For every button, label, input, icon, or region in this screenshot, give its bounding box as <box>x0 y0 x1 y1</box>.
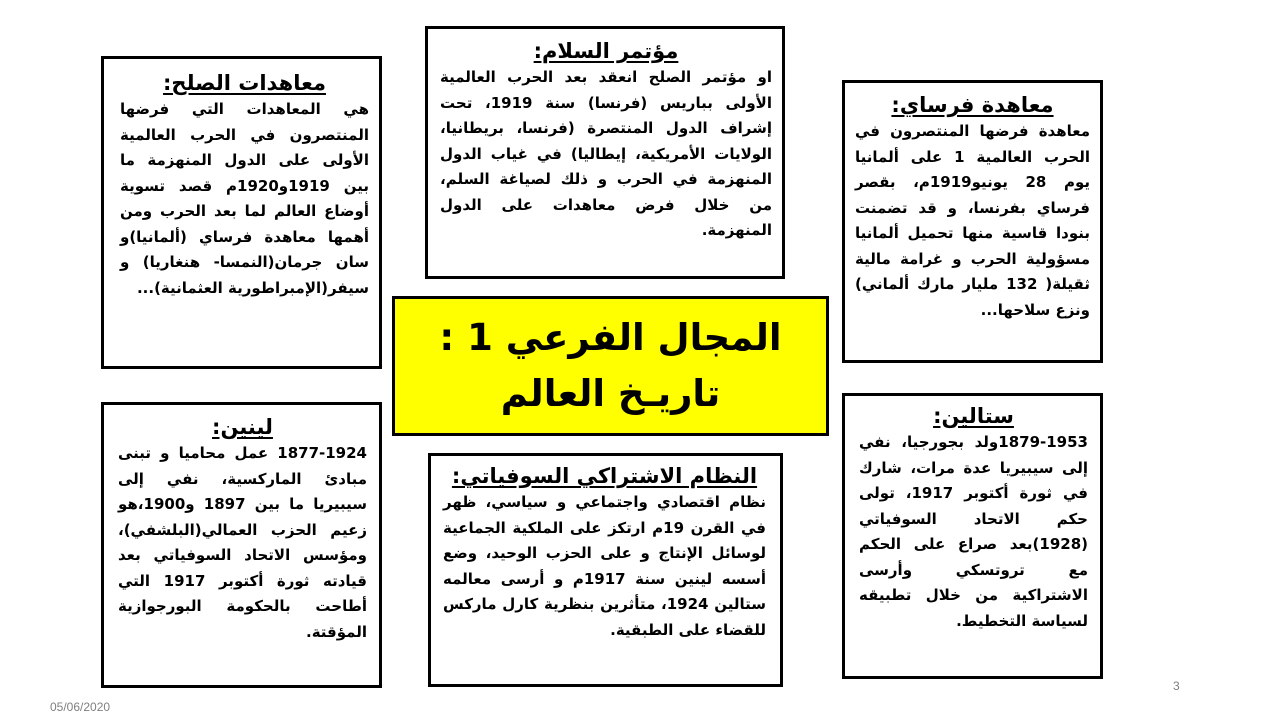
subfield-title: المجال الفرعي 1 : <box>439 316 782 359</box>
peace-conference-title: مؤتمر السلام: <box>533 39 679 63</box>
lenin-text: 1877-1924 عمل محاميا و تبنى مبادئ الماركسية، نفي إلى سيبيريا ما بين 1897 و1900،هو زعيم الحزب العمالي(البلشفي)، ومؤسس الاتحاد السوفياتي بعد قيادته ثورة أكتوبر 1917 التي أطاحت بالحكومة البورجوازية المؤقتة. <box>118 444 368 641</box>
lenin-box <box>101 402 382 688</box>
versailles-title: معاهدة فرساي: <box>891 93 1054 117</box>
world-history-title: تاريـخ العالم <box>500 372 721 415</box>
soviet-system-title: النظام الاشتراكي السوفياتي: <box>451 464 758 488</box>
peace-conference-box <box>425 26 785 279</box>
lenin-title: لينين: <box>212 415 273 439</box>
stalin-box <box>842 393 1103 679</box>
peace-treaties-box <box>101 56 382 369</box>
slide-page-number: 3 <box>1173 679 1180 693</box>
stalin-title: ستالين: <box>933 404 1014 428</box>
soviet-system-text: نظام اقتصادي واجتماعي و سياسي، ظهر في القرن 19م ارتكز على الملكية الجماعية لوسائل الإنتاج و على الحزب الوحيد، وضع أسسه لينين سنة 1917م و أرسى معالمه ستالين 1924، متأثرين بنظرية كارل ماركس للقضاء على الطبقية. <box>443 493 767 639</box>
peace-treaties-title: معاهدات الصلح: <box>163 71 326 95</box>
stalin-text: 1879-1953ولد بجورجيا، نفي إلى سيبيريا عدة مرات، شارك في ثورة أكتوبر 1917، تولى حكم الاتحاد السوفياتي (1928)بعد صراع على الحكم مع تروتسكي وأرسى الاشتراكية من خلال تطبيقه لسياسة التخطيط. <box>859 433 1088 630</box>
versailles-box <box>842 80 1103 363</box>
peace-treaties-text: هي المعاهدات التي فرضها المنتصرون في الحرب العالمية الأولى على الدول المنهزمة ما بين 1919و1920م قصد تسوية أوضاع العالم لما بعد الحرب ومن أهمها معاهدة فرساي (ألمانيا)و سان جرمان(النمسا- هنغاريا) و سيفر(الإمبراطورية العثمانية)... <box>120 100 370 297</box>
center-title-box <box>392 296 829 436</box>
soviet-system-box <box>428 453 783 687</box>
versailles-text: معاهدة فرضها المنتصرون في الحرب العالمية 1 على ألمانيا يوم 28 يونيو1919م، بقصر فرساي بفرنسا، و قد تضمنت بنودا قاسية منها تحميل ألمانيا مسؤولية الحرب و غرامة مالية ثقيلة( 132 مليار مارك ألماني) ونزع سلاحها... <box>855 122 1090 319</box>
slide-date: 05/06/2020 <box>50 700 111 714</box>
peace-conference-text: او مؤتمر الصلح انعقد بعد الحرب العالمية الأولى بباريس (فرنسا) سنة 1919، تحت إشراف الدول المنتصرة (فرنسا، بريطانيا، الولايات الأمريكية، إيطاليا) في غياب الدول المنهزمة في الحرب و ذلك لصياغة السلم، من خلال فرض معاهدات على الدول المنهزمة. <box>440 68 772 239</box>
